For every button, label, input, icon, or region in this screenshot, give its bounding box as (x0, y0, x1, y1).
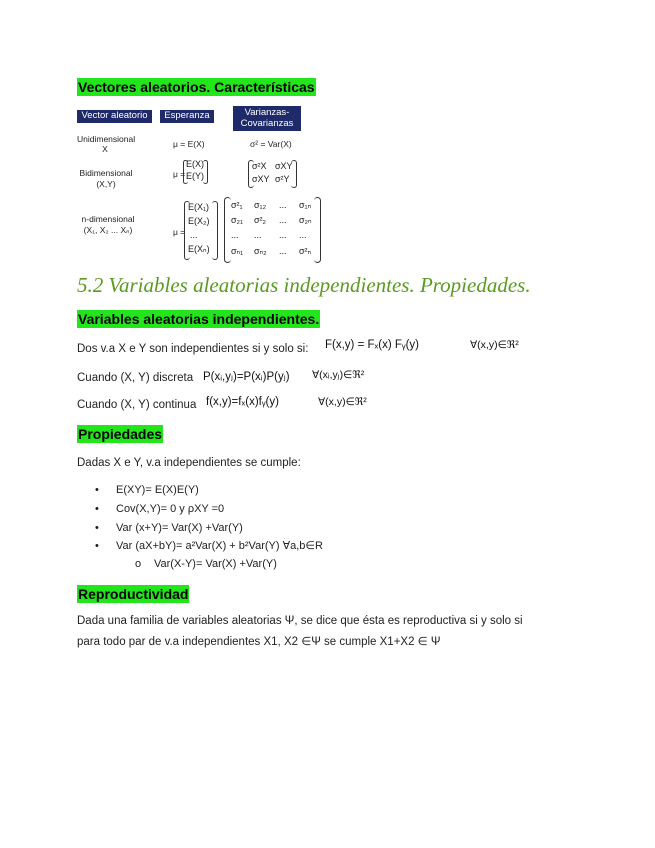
cov-cell: ... (231, 230, 239, 240)
cov-n-bracket-left (224, 197, 231, 263)
heading-reproductividad: Reproductividad (78, 586, 189, 602)
discrete-case-quantifier: ∀(xᵢ,yⱼ)∈ℜ² (312, 369, 365, 381)
esp-bracket-right (203, 160, 208, 184)
esp-vec-item: E(X) (186, 159, 204, 169)
cov-cell: σXY (252, 174, 270, 184)
discrete-case-text: Cuando (X, Y) discreta (77, 372, 194, 384)
esp-vec-item: E(X₂) (188, 216, 210, 226)
row-bidimensional-mu: μ = (173, 169, 186, 179)
cov-cell: σₙ₁ (231, 246, 244, 256)
cov-cell: ... (279, 200, 287, 210)
cov-cell: σ₂ₙ (299, 215, 312, 225)
property-item: Var (x+Y)= Var(X) +Var(Y) (116, 522, 243, 534)
discrete-case-formula: P(xᵢ,yⱼ)=P(xᵢ)P(yⱼ) (203, 371, 290, 383)
row-ndimensional-vector: n-dimensional (X₁, X₂ ... Xₙ) (81, 214, 135, 235)
sub-property-item: Var(X-Y)= Var(X) +Var(Y) (154, 558, 277, 570)
esp-vec-item: E(X₁) (188, 202, 210, 212)
bullet-dot: • (95, 522, 99, 534)
cov-cell: σXY (275, 161, 293, 171)
cov-cell: ... (279, 230, 287, 240)
reproductividad-line-1: Dada una familia de variables aleatorias Ψ, se dice que ésta es reproductiva si y solo si (77, 615, 523, 627)
definition-quantifier: ∀(x,y)∈ℜ² (470, 339, 519, 351)
cov-cell: σₙ₂ (254, 246, 267, 256)
cov-cell: ... (279, 215, 287, 225)
table-header-esperanza: Esperanza (160, 110, 214, 123)
reproductividad-line-2: para todo par de v.a independientes X1, X2 ∈Ψ se cumple X1+X2 ∈ Ψ (77, 636, 441, 648)
table-header-vector: Vector aleatorio (77, 110, 152, 123)
cov-cell: σ²ₙ (299, 246, 312, 256)
row-ndimensional-mu: μ = (173, 227, 186, 237)
property-item: Cov(X,Y)= 0 y ρXY =0 (116, 503, 225, 515)
heading-variables-independientes: Variables aleatorias independientes. (78, 311, 320, 327)
continuous-case-text: Cuando (X, Y) continua (77, 399, 197, 411)
esp-vec-item: E(Y) (186, 171, 204, 181)
bullet-dot: • (95, 484, 99, 496)
property-item: Var (aX+bY)= a²Var(X) + b²Var(Y) ∀a,b∈R (116, 540, 323, 552)
heading-propiedades: Propiedades (78, 426, 163, 442)
row-unidimensional-esperanza: μ = E(X) (173, 139, 205, 149)
cov-cell: σ²X (252, 161, 267, 171)
property-item: E(XY)= E(X)E(Y) (116, 484, 199, 496)
cov-bracket-right (291, 160, 297, 188)
esp-n-bracket-right (212, 201, 218, 260)
cov-cell: σ²₁ (231, 200, 243, 210)
cov-cell: σ₂₁ (231, 215, 244, 225)
definition-text: Dos v.a X e Y son independientes si y solo si: (77, 343, 309, 355)
continuous-case-formula: f(x,y)=fₓ(x)fᵧ(y) (206, 396, 279, 408)
row-unidimensional-vector: Unidimensional X (77, 134, 136, 154)
row-bidimensional-vector: Bidimensional (X,Y) (79, 168, 133, 189)
bullet-dot: • (95, 540, 99, 552)
sub-bullet-marker: o (135, 558, 142, 570)
heading-vectores-aleatorios: Vectores aleatorios. Características (78, 79, 315, 95)
cov-cell: ... (279, 246, 287, 256)
cov-cell: ... (299, 230, 307, 240)
cov-cell: σ²Y (275, 174, 290, 184)
cov-n-bracket-right (314, 197, 321, 263)
esp-vec-item: E(Xₙ) (188, 244, 210, 254)
bullet-dot: • (95, 503, 99, 515)
cov-cell: σ₁ₙ (299, 200, 312, 210)
cov-cell: σ²₂ (254, 215, 267, 225)
definition-formula: F(x,y) = Fₓ(x) Fᵧ(y) (325, 339, 420, 351)
esp-vec-item: ... (190, 230, 198, 240)
cov-cell: σ₁₂ (254, 200, 267, 210)
section-title: 5.2 Variables aleatorias independientes. Propiedades. (77, 273, 531, 297)
table-header-varianzas: Varianzas- Covarianzas (233, 106, 301, 131)
properties-intro: Dadas X e Y, v.a independientes se cumple: (77, 457, 301, 469)
cov-cell: ... (254, 230, 262, 240)
row-unidimensional-varianza: σ² = Var(X) (250, 139, 292, 149)
continuous-case-quantifier: ∀(x,y)∈ℜ² (318, 396, 367, 408)
